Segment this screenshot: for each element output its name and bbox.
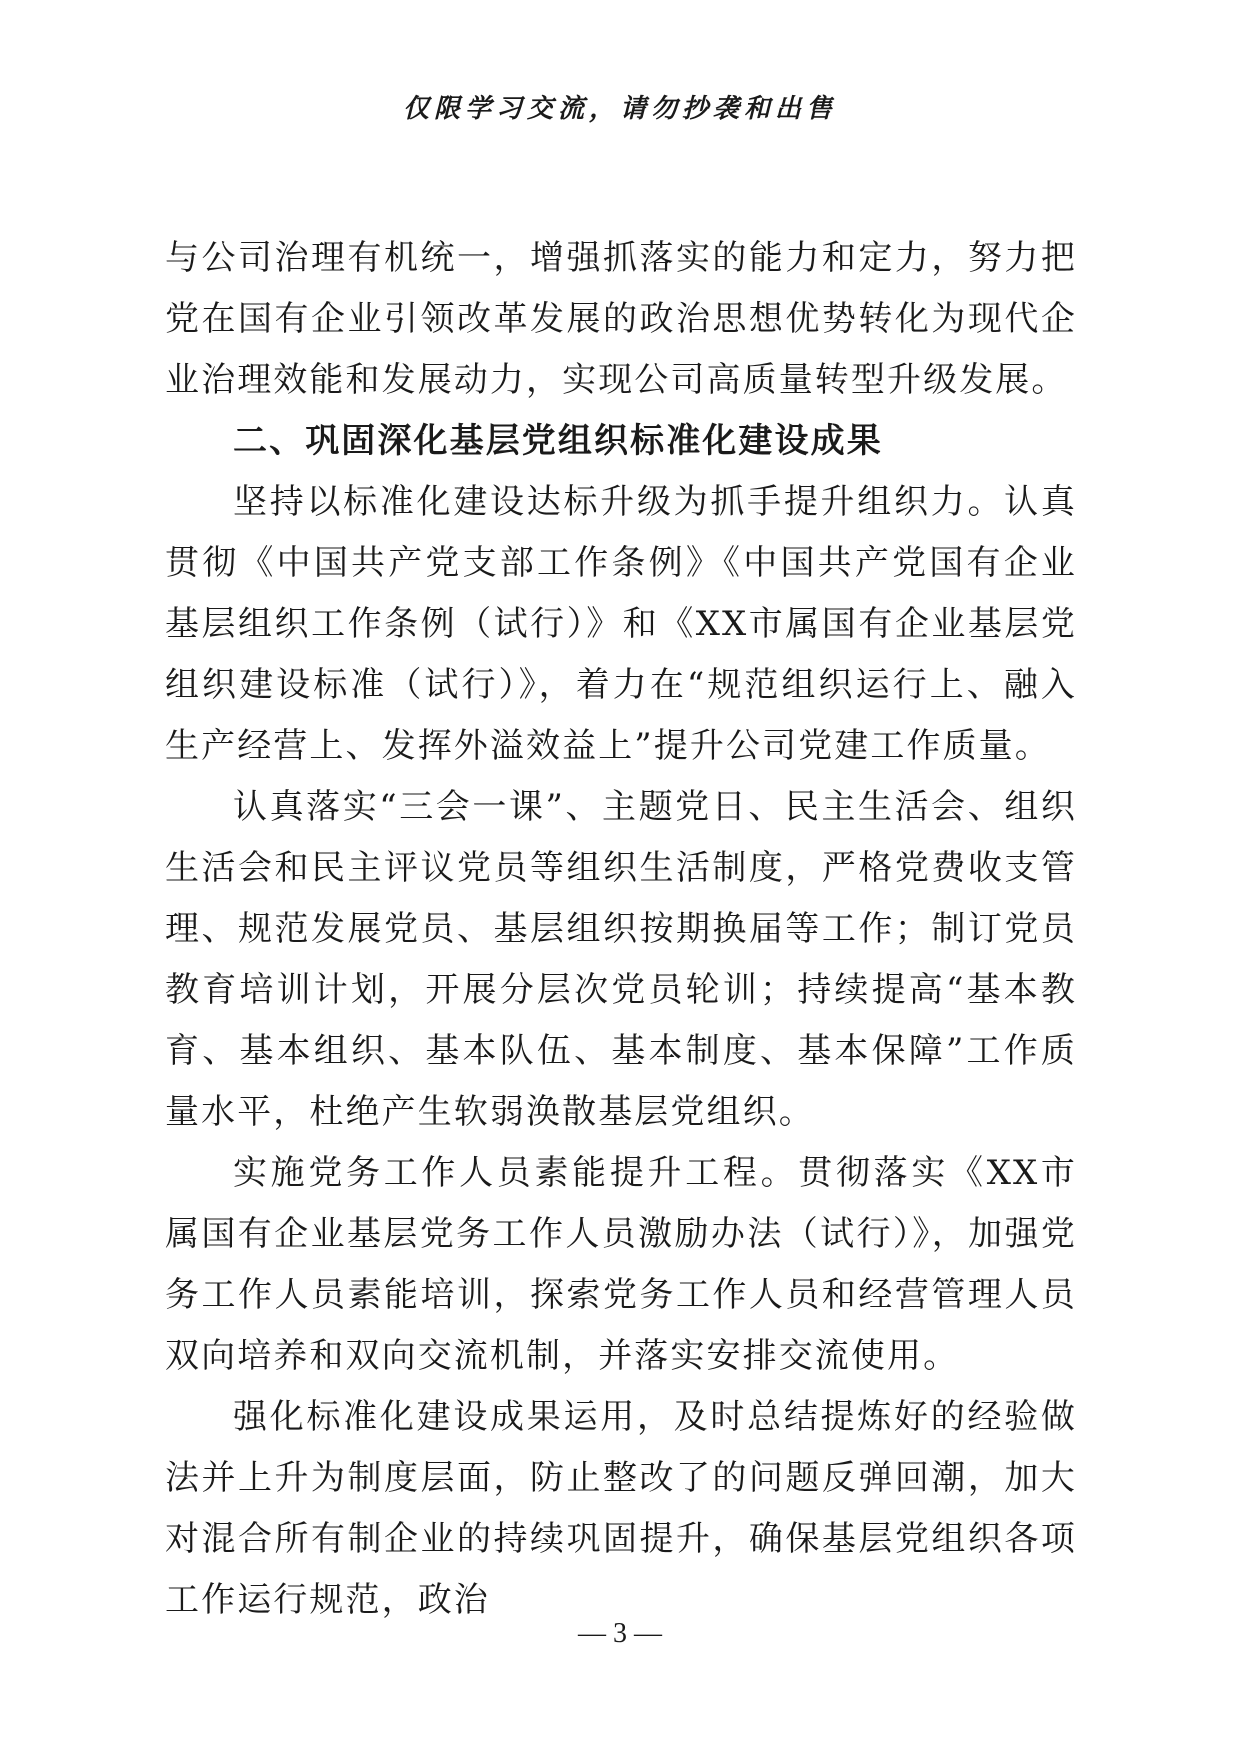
page-body [165, 228, 1077, 1631]
paragraph-continued: 与公司治理有机统一，增强抓落实的能力和定力，努力把党在国有企业引领改革发展的政治思想优势转化为现代企业治理效能和发展动力，实现公司高质量转型升级发展。 [165, 238, 1077, 400]
page-number: — 3 — [578, 1618, 662, 1649]
paragraph-organizational-life: 认真落实“三会一课”、主题党日、民主生活会、组织生活会和民主评议党员等组织生活制度，严格党费收支管理、规范发展党员、基层组织按期换届等工作；制订党员教育培训计划，开展分层次党员轮训；持续提高“基本教育、基本组织、基本队伍、基本制度、基本保障”工作质量水平，杜绝产生软弱涣散基层党组织。 [165, 787, 1077, 1132]
paragraph-results-application: 强化标准化建设成果运用，及时总结提炼好的经验做法并上升为制度层面，防止整改了的问题反弹回潮，加大对混合所有制企业的持续巩固提升，确保基层党组织各项工作运行规范，政治 [165, 1397, 1077, 1620]
header-notice: 仅限学习交流，请勿抄袭和出售 [402, 94, 837, 124]
paragraph-standardization: 坚持以标准化建设达标升级为抓手提升组织力。认真贯彻《中国共产党支部工作条例》《中国共产党国有企业基层组织工作条例（试行）》和《XX市属国有企业基层党组织建设标准（试行）》，着力在“规范组织运行上、融入生产经营上、发挥外溢效益上”提升公司党建工作质量。 [165, 482, 1077, 766]
section-heading: 二、巩固深化基层党组织标准化建设成果 [233, 421, 883, 461]
paragraph-staff-capability: 实施党务工作人员素能提升工程。贯彻落实《XX市属国有企业基层党务工作人员激励办法（试行）》，加强党务工作人员素能培训，探索党务工作人员和经营管理人员双向培养和双向交流机制，并落实安排交流使用。 [165, 1153, 1077, 1376]
